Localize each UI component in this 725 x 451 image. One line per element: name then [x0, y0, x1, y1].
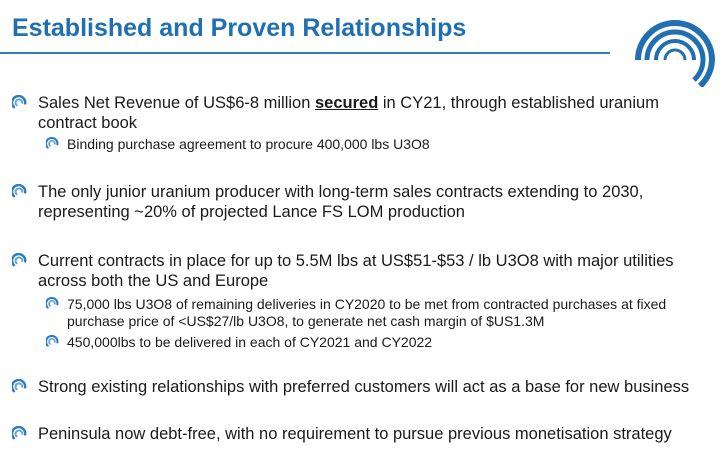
sub-bullet-annual-deliveries-text: 450,000lbs to be delivered in each of CY2021 and CY2022 [67, 334, 433, 350]
bullet-debt-free-text: Peninsula now debt-free, with no requirement to pursue previous monetisation strategy [38, 425, 672, 443]
slide-title: Established and Proven Relationships [12, 14, 467, 42]
sub-bullet-purchase-agreement [46, 136, 716, 153]
bullet-current-contracts [12, 251, 712, 291]
swirl-bullet-icon [46, 335, 59, 348]
swirl-bullet-icon [12, 426, 27, 441]
bullet-revenue-post: in CY21, through established uranium contract book [38, 94, 659, 132]
bullet-junior-producer [12, 182, 712, 222]
sub-bullet-annual-deliveries [46, 334, 716, 351]
bullet-customer-relationships-text: Strong existing relationships with preferred customers will act as a base for new business [38, 378, 690, 396]
bullet-customer-relationships [12, 377, 712, 397]
swirl-bullet-icon [12, 379, 27, 394]
swirl-bullet-icon [12, 184, 27, 199]
swirl-bullet-icon [12, 253, 27, 268]
sub-bullet-remaining-deliveries [46, 296, 716, 330]
swirl-bullet-icon [12, 95, 27, 110]
bullet-debt-free [12, 424, 712, 444]
bullet-revenue [12, 93, 712, 133]
bullet-revenue-emphasis: secured [314, 94, 379, 112]
sub-bullet-purchase-agreement-text: Binding purchase agreement to procure 400,000 lbs U3O8 [67, 136, 430, 152]
bullet-revenue-pre: Sales Net Revenue of US$6-8 million [38, 94, 315, 112]
sub-bullet-remaining-deliveries-text: 75,000 lbs U3O8 of remaining deliveries in CY2020 to be met from contracted purchases at fixed purchase price of <US$27/lb U3O8, to generate net cash margin of $US1.3M [67, 296, 667, 329]
bullet-junior-producer-text: The only junior uranium producer with long-term sales contracts extending to 2030, representing ~20% of projected Lance FS LOM production [38, 183, 644, 221]
swirl-bullet-icon [46, 137, 59, 150]
swirl-bullet-icon [46, 297, 59, 310]
bullet-current-contracts-text: Current contracts in place for up to 5.5M lbs at US$51-$53 / lb U3O8 with major utilities across both the US and Europe [38, 252, 674, 290]
